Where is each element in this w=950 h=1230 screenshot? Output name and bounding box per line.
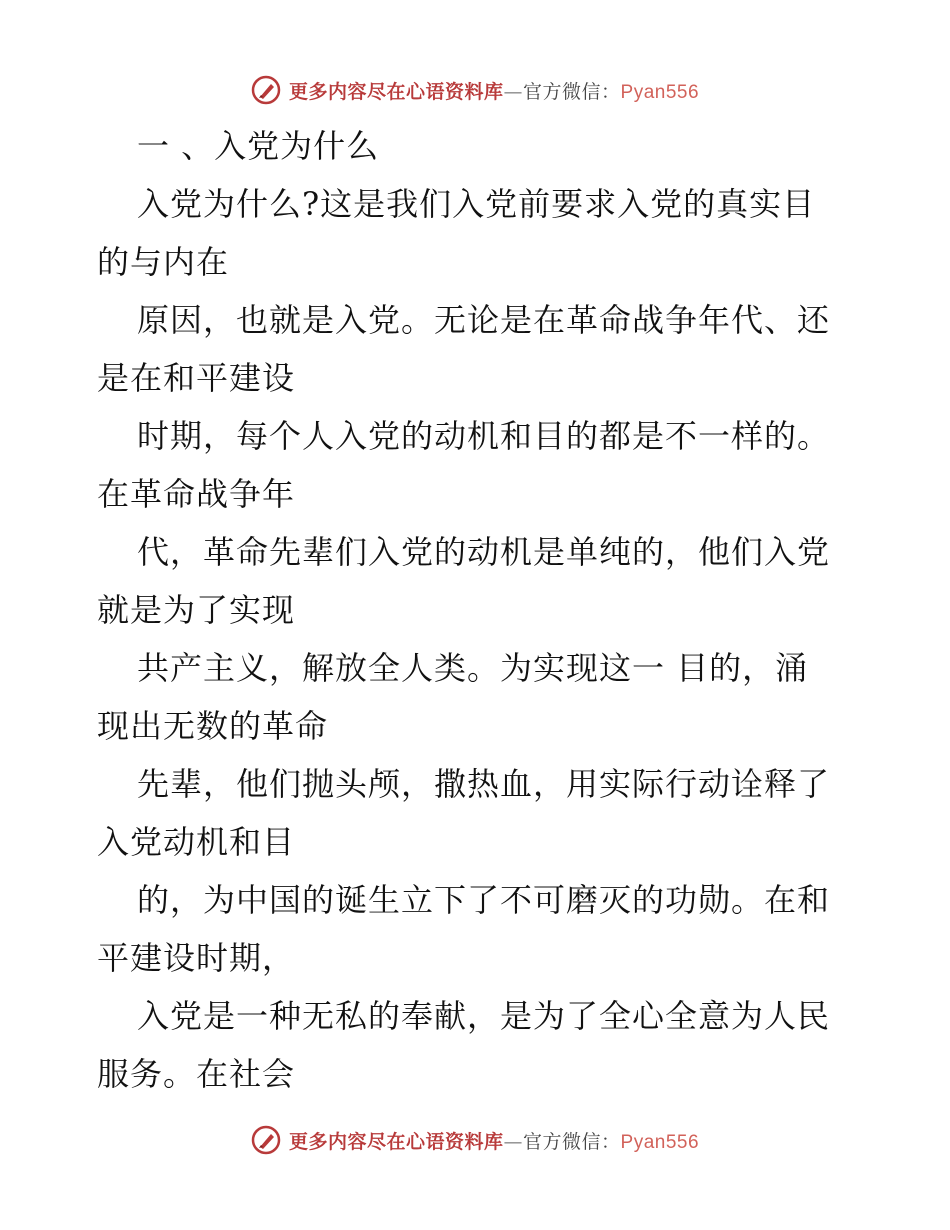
- banner-text: [289, 1127, 699, 1154]
- banner-wechat-id: Pyan556: [620, 81, 700, 103]
- header-banner: [0, 70, 950, 110]
- banner-main-text: 更多内容尽在心语资料库: [288, 80, 504, 103]
- doc-line: 一 、入党为什么: [137, 127, 380, 165]
- doc-line: 共产主义，解放全人类。为实现这一 目的，涌: [137, 649, 809, 687]
- doc-line: 入党动机和目: [97, 823, 296, 861]
- doc-line: 就是为了实现: [97, 591, 296, 629]
- doc-line: 服务。在社会: [97, 1055, 296, 1093]
- doc-line: 代，革命先辈们入党的动机是单纯的，他们入党: [137, 533, 831, 571]
- doc-line: 时期，每个人入党的动机和目的都是不一样的。: [137, 417, 831, 455]
- banner-colon: ：: [601, 1130, 621, 1153]
- doc-line: 是在和平建设: [97, 359, 296, 397]
- pen-logo-icon: [251, 1125, 281, 1155]
- banner-separator: —: [503, 1130, 523, 1153]
- banner-wechat-id: Pyan556: [620, 1131, 700, 1153]
- doc-line: 在革命战争年: [97, 475, 296, 513]
- doc-line: 入党为什么?这是我们入党前要求入党的真实目: [137, 185, 816, 223]
- banner-text: [289, 77, 699, 104]
- document-body: [97, 117, 857, 1103]
- doc-line: 的与内在: [97, 243, 230, 281]
- banner-colon: ：: [601, 80, 621, 103]
- footer-banner: [0, 1120, 950, 1160]
- banner-wechat-label: 官方微信: [522, 1130, 601, 1153]
- doc-line: 先辈，他们抛头颅，撒热血，用实际行动诠释了: [137, 765, 831, 803]
- doc-line: 的，为中国的诞生立下了不可磨灭的功勋。在和: [137, 881, 831, 919]
- banner-main-text: 更多内容尽在心语资料库: [288, 1130, 504, 1153]
- banner-separator: —: [503, 80, 523, 103]
- doc-line: 原因，也就是入党。无论是在革命战争年代、还: [137, 301, 831, 339]
- banner-wechat-label: 官方微信: [522, 80, 601, 103]
- doc-line: 入党是一种无私的奉献，是为了全心全意为人民: [137, 997, 831, 1035]
- doc-line: 现出无数的革命: [97, 707, 329, 745]
- pen-logo-icon: [251, 75, 281, 105]
- doc-line: 平建设时期，: [97, 939, 296, 977]
